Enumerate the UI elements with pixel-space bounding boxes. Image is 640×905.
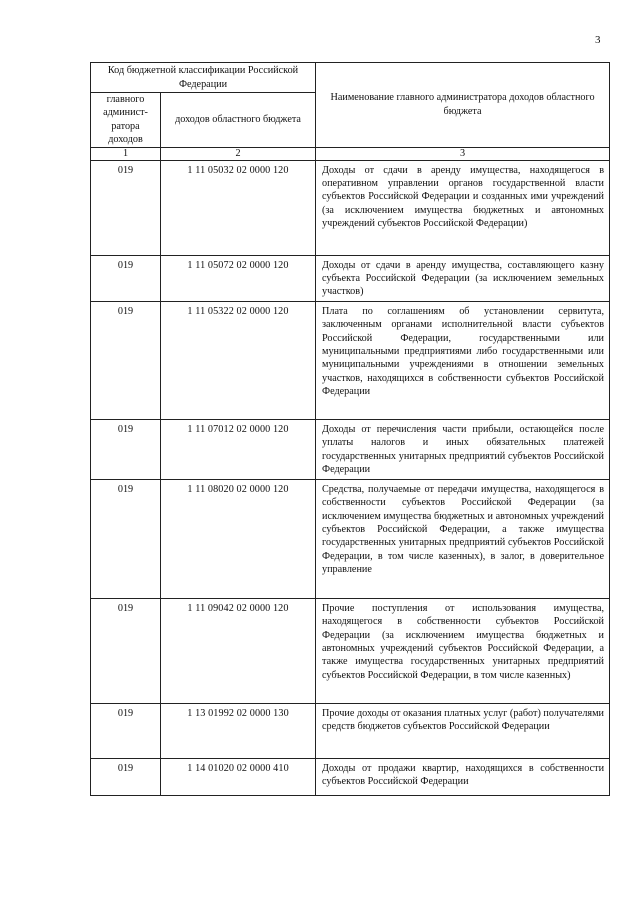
administrator-code: 019 <box>91 598 161 703</box>
table-row <box>91 419 610 479</box>
administrator-code: 019 <box>91 758 161 795</box>
income-description: Средства, получаемые от передачи имущества, находящегося в собственности субъектов Российской Федерации (за исключением имущества бюджетных и автономных учреждений субъектов Российской Федерации, а также имущества государственных унитарных предприятий субъектов Российской Федерации, в том числе казенных), в залог, в доверительное управление <box>316 479 610 598</box>
budget-code: 1 11 09042 02 0000 120 <box>161 598 316 703</box>
income-description: Доходы от сдачи в аренду имущества, находящегося в оперативном управлении органов государственной власти субъектов Российской Федерации и созданных ими учреждений (за исключением имущества бюджетных и автономных учреждений субъектов Российской Федерации) <box>316 160 610 255</box>
column-index-1: 1 <box>91 147 161 160</box>
administrator-code: 019 <box>91 703 161 758</box>
administrator-code: 019 <box>91 301 161 419</box>
table-row <box>91 703 610 758</box>
income-description: Плата по соглашениям об установлении сервитута, заключенным органами исполнительной власти субъектов Российской Федерации, государственными или муниципальными предприятиями либо государственными или муниципальными учреждениями в отношении земельных участков, находящихся в собственности субъектов Российской Федерации <box>316 301 610 419</box>
table-row <box>91 758 610 795</box>
table-row <box>91 598 610 703</box>
table-header-row <box>91 63 610 93</box>
page-number: 3 <box>595 34 601 46</box>
header-main-administrator: главного админист-ратора доходов <box>91 93 161 148</box>
budget-code: 1 11 05072 02 0000 120 <box>161 255 316 301</box>
administrator-code: 019 <box>91 160 161 255</box>
budget-code: 1 11 05032 02 0000 120 <box>161 160 316 255</box>
budget-classification-table <box>90 62 610 796</box>
column-index-row <box>91 147 610 160</box>
budget-code: 1 13 01992 02 0000 130 <box>161 703 316 758</box>
administrator-code: 019 <box>91 419 161 479</box>
column-index-2: 2 <box>161 147 316 160</box>
income-description: Доходы от сдачи в аренду имущества, составляющего казну субъекта Российской Федерации (за исключением земельных участков) <box>316 255 610 301</box>
income-description: Прочие доходы от оказания платных услуг (работ) получателями средств бюджетов субъектов Российской Федерации <box>316 703 610 758</box>
administrator-code: 019 <box>91 255 161 301</box>
header-classification-code: Код бюджетной классификации Российской Федерации <box>91 63 316 93</box>
table-row <box>91 160 610 255</box>
income-description: Доходы от продажи квартир, находящихся в собственности субъектов Российской Федерации <box>316 758 610 795</box>
income-description: Доходы от перечисления части прибыли, остающейся после уплаты налогов и иных обязательных платежей государственных унитарных предприятий субъектов Российской Федерации <box>316 419 610 479</box>
table-row <box>91 301 610 419</box>
table-row <box>91 255 610 301</box>
income-description: Прочие поступления от использования имущества, находящегося в собственности субъектов Российской Федерации (за исключением имущества бюджетных и автономных учреждений субъектов Российской Федерации, а также имущества государственных унитарных предприятий субъектов Российской Федерации, в том числе казенных) <box>316 598 610 703</box>
administrator-code: 019 <box>91 479 161 598</box>
header-regional-income: доходов областного бюджета <box>161 93 316 148</box>
budget-code: 1 14 01020 02 0000 410 <box>161 758 316 795</box>
budget-code: 1 11 07012 02 0000 120 <box>161 419 316 479</box>
budget-code: 1 11 08020 02 0000 120 <box>161 479 316 598</box>
budget-code: 1 11 05322 02 0000 120 <box>161 301 316 419</box>
table-row <box>91 479 610 598</box>
column-index-3: 3 <box>316 147 610 160</box>
header-administrator-name: Наименование главного администратора доходов областного бюджета <box>316 63 610 148</box>
